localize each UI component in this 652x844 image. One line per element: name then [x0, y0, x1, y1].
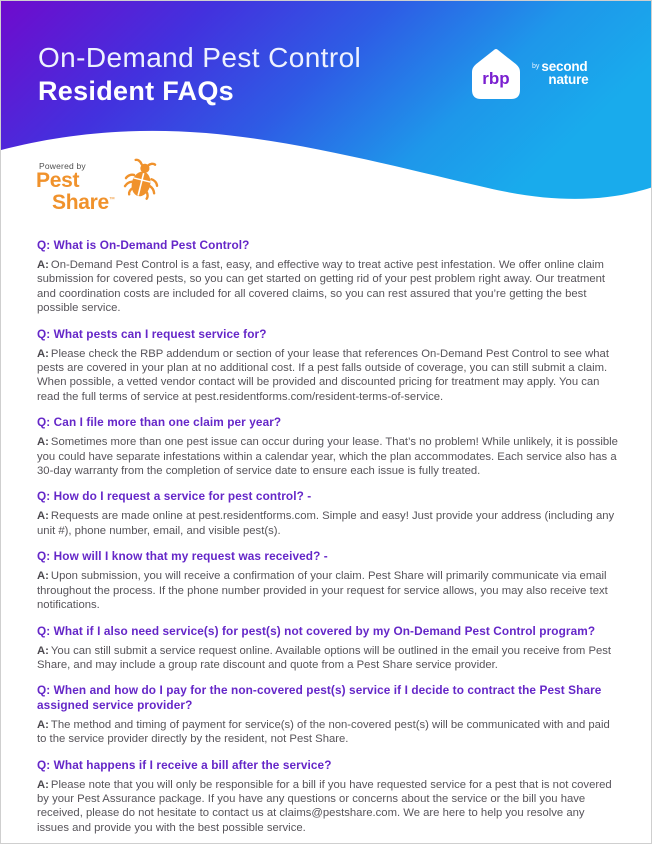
answer-prefix: A:: [37, 778, 49, 791]
faq-item: [37, 415, 618, 478]
faq-answer: [37, 347, 618, 405]
faq-question: Q: How will I know that my request was received? -: [37, 549, 328, 564]
page-title-line2: Resident FAQs: [38, 76, 234, 106]
faq-question: Q: What pests can I request service for?: [37, 326, 267, 341]
answer-text: Please check the RBP addendum or section of your lease that references On-Demand Pest Control to see what pests are covered in your plan at no additional cost. If a pest falls outside of coverage, you can still submit a claim. When possible, a vetted vendor contact will be provided and discounted pricing for treatment may apply. You can read the full terms of service at pest.residentforms.com/resident-terms-of-service.: [37, 347, 609, 403]
faq-item: [37, 758, 618, 836]
page-title-line1: On-Demand Pest Control: [38, 42, 362, 73]
by-label: by: [532, 63, 540, 70]
trademark-symbol: ™: [108, 197, 115, 203]
second-nature-line2: nature: [548, 71, 589, 87]
answer-prefix: A:: [37, 644, 49, 657]
answer-prefix: A:: [37, 510, 49, 523]
faq-item: [37, 549, 618, 612]
faq-question: Q: What is On-Demand Pest Control?: [37, 238, 250, 252]
faq-answer: [37, 644, 618, 673]
faq-question: Q: Can I file more than one claim per year?: [37, 415, 282, 430]
answer-text: Sometimes more than one pest issue can occur during your lease. That’s no problem! While unlikely, it is possible you could have separate infestations within a calendar year, which the plan accommodates. Each service also has a 30-day warranty from the completion of service date to ensure each issue is fully treated.: [37, 436, 618, 478]
header-banner: [1, 1, 652, 238]
answer-text: The method and timing of payment for service(s) of the non-covered pest(s) will be communicated with and paid to the service provider directly by the resident, not Pest Share.: [37, 718, 610, 746]
pest-share-logo: [36, 161, 166, 223]
faq-item: [37, 624, 618, 673]
faq-item: [37, 238, 618, 316]
rbp-second-nature-logo: [469, 47, 588, 101]
answer-text: Requests are made online at pest.residentforms.com. Simple and easy! Just provide your address (including any unit #), phone number, email, and visible pest(s).: [37, 510, 615, 537]
faq-question: Q: When and how do I pay for the non-covered pest(s) service if I decide to contract the Pest Share assigned service provider?: [37, 683, 602, 712]
svg-text:rbp: rbp: [482, 69, 510, 88]
second-nature-wordmark: [532, 61, 588, 86]
faq-item: [37, 683, 618, 746]
answer-prefix: A:: [37, 436, 49, 449]
second-nature-line1: second: [541, 59, 588, 74]
faq-question: Q: What if I also need service(s) for pest(s) not covered by my On-Demand Pest Control program?: [37, 623, 596, 638]
faq-question: Q: What happens if I receive a bill after the service?: [37, 757, 332, 772]
page-title: [38, 41, 361, 108]
faq-answer: [37, 718, 618, 747]
faq-list: [1, 238, 651, 835]
bug-icon: [122, 157, 162, 203]
answer-text: You can still submit a service request online. Available options will be outlined in the email you receive from Pest Share, and may include a group rate discount and quote from a Pest Share service provider.: [37, 644, 612, 671]
faq-question: Q: How do I request a service for pest control? -: [37, 489, 312, 504]
faq-item: [37, 489, 618, 538]
faq-answer: [37, 778, 618, 836]
answer-prefix: A:: [37, 570, 49, 583]
answer-text: On-Demand Pest Control is a fast, easy, and effective way to treat active pest infestation. We offer online claim submission for covered pests, so you can get started on getting rid of your pest problem right away. Our treatment and coordination costs are included for all covered claims, so you can rest assured that you’re getting the best possible service.: [37, 259, 606, 315]
rbp-house-icon: [469, 47, 523, 101]
faq-answer: [37, 435, 618, 478]
answer-prefix: A:: [37, 347, 49, 360]
answer-prefix: A:: [37, 718, 49, 731]
pest-share-word-pest: Pest: [36, 169, 80, 192]
faq-answer: [37, 569, 618, 612]
faq-answer: [37, 509, 618, 538]
faq-answer: [37, 258, 618, 316]
pest-share-word-share: Share™: [52, 191, 115, 214]
faq-item: [37, 327, 618, 405]
answer-text: Upon submission, you will receive a confirmation of your claim. Pest Share will primarily communicate via email throughout the process. If the phone number provided in your request for service allows, you may also receive text notifications.: [37, 570, 608, 612]
powered-by-label: Powered by: [39, 161, 86, 171]
answer-text: Please note that you will only be responsible for a bill if you have requested service for a pest that is not covered by your Pest Assurance package. If you have any questions or concerns about the service or the bill you have received, please do not hesitate to contact us at claims@pestshare.com. We are here to help you resolve any issues and provide you with the best possible service.: [37, 778, 612, 834]
answer-prefix: A:: [37, 259, 49, 271]
